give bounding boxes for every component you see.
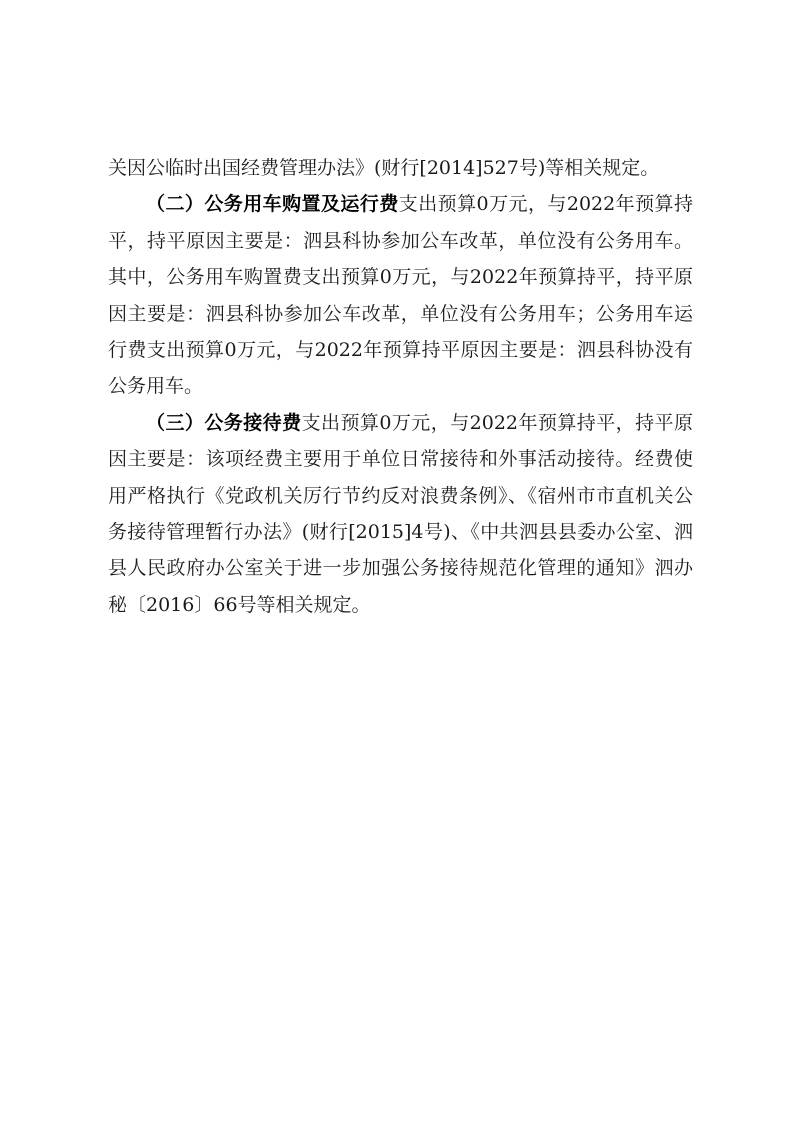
section-body-reception-expenses: 支出预算0万元，与2022年预算持平，持平原因主要是：该项经费主要用于单位日常接待和外事活动接待。经费使用严格执行《党政机关厉行节约反对浪费条例》、《宿州市市直机关公务接待管理暂行办法》(财行[2015]4号)、《中共泗县县委办公室、泗县人民政府办公室关于进一步加强公务接待规范化管理的通知》泗办秘〔2016〕66号等相关规定。 — [108, 411, 693, 616]
paragraph-vehicle-expenses — [108, 186, 693, 404]
section-heading-vehicle-expenses: （二）公务用车购置及运行费 — [146, 193, 399, 216]
section-heading-reception-expenses: （三）公务接待费 — [146, 411, 302, 434]
paragraph-intro-continuation: 关因公临时出国经费管理办法》(财行[2014]527号)等相关规定。 — [108, 157, 660, 179]
document-body — [108, 150, 693, 623]
section-body-vehicle-expenses: 支出预算0万元，与2022年预算持平，持平原因主要是：泗县科协参加公车改革，单位没有公务用车。其中，公务用车购置费支出预算0万元，与2022年预算持平，持平原因主要是：泗县科协参加公车改革，单位没有公务用车；公务用车运行费支出预算0万元，与2022年预算持平原因主要是：泗县科协没有公务用车。 — [108, 193, 693, 398]
paragraph-reception-expenses — [108, 405, 693, 623]
